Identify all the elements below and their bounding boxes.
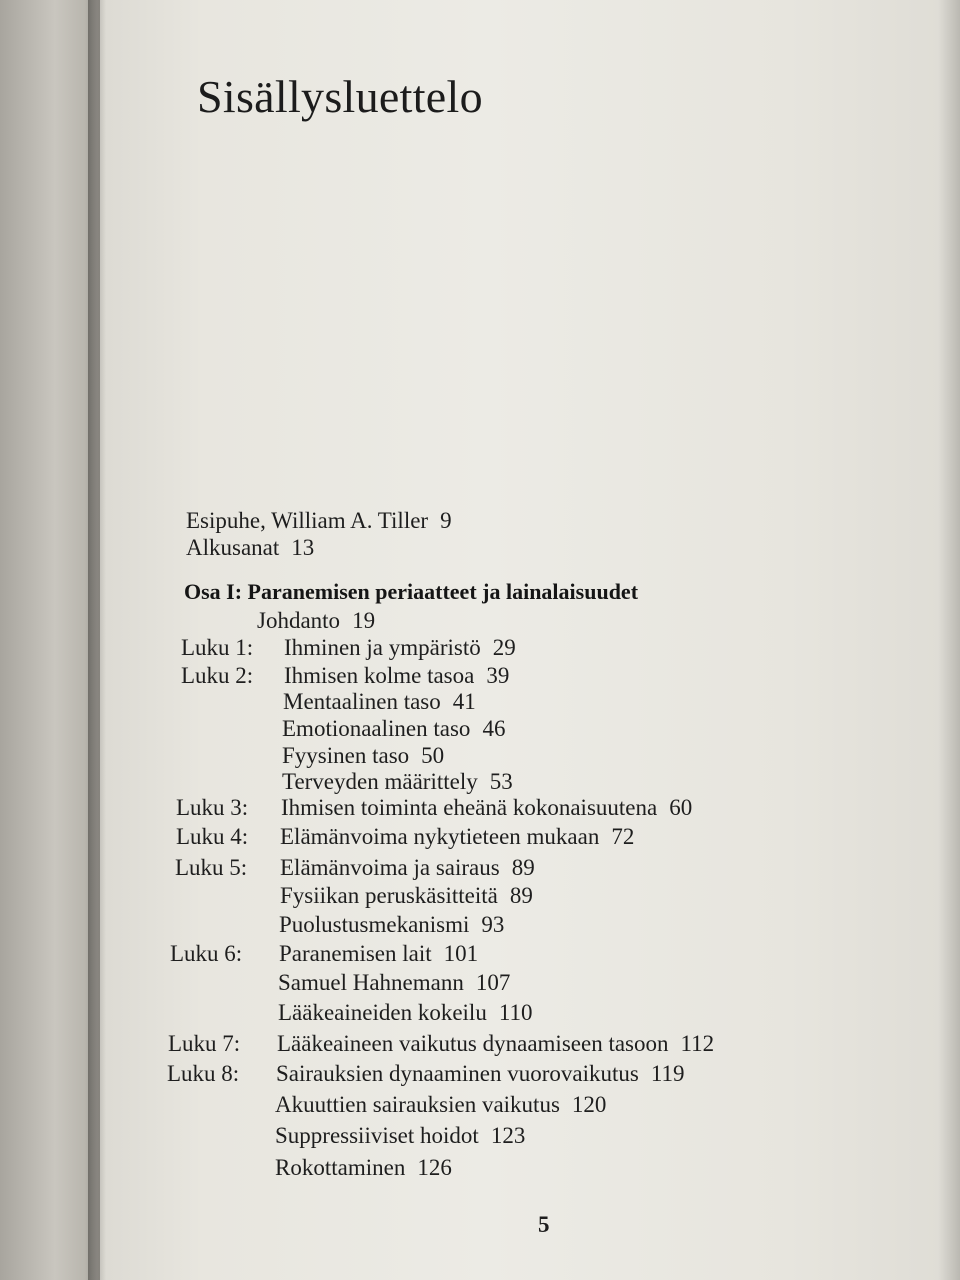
chapter-label: Luku 2: xyxy=(181,663,254,688)
toc-entry-text: Akuuttien sairauksien vaikutus xyxy=(275,1092,560,1117)
book-page xyxy=(100,0,960,1280)
toc-entry xyxy=(186,509,452,532)
toc-entry-text: Ihmisen toiminta eheänä kokonaisuutena xyxy=(281,795,658,820)
book-gutter-shadow xyxy=(88,0,106,1280)
toc-entry-page: 41 xyxy=(452,689,476,714)
chapter-label: Luku 3: xyxy=(176,795,249,820)
toc-entry xyxy=(277,1032,714,1055)
toc-entry-page: 112 xyxy=(680,1031,715,1056)
toc-entry-text: Elämänvoima ja sairaus xyxy=(280,855,500,880)
toc-entry xyxy=(281,796,692,819)
chapter-label: Luku 7: xyxy=(168,1031,241,1056)
toc-entry xyxy=(275,1156,452,1179)
toc-entry xyxy=(186,536,314,559)
toc-entry-page: 39 xyxy=(486,663,510,688)
chapter-label: Luku 6: xyxy=(170,941,243,966)
toc-entry-text: Ihmisen kolme tasoa xyxy=(284,663,475,688)
toc-entry-page: 93 xyxy=(481,912,505,937)
toc-entry-page: 120 xyxy=(571,1092,607,1117)
page-number: 5 xyxy=(538,1212,550,1237)
toc-entry-page: 89 xyxy=(509,883,533,908)
toc-entry-text: Suppressiiviset hoidot xyxy=(275,1123,479,1148)
chapter-label: Luku 8: xyxy=(167,1061,240,1086)
toc-entry-text: Fysiikan peruskäsitteitä xyxy=(280,883,498,908)
toc-entry-text: Rokottaminen xyxy=(275,1155,406,1180)
toc-entry-text: Ihminen ja ympäristö xyxy=(284,635,481,660)
toc-entry-page: 72 xyxy=(611,824,635,849)
toc-entry xyxy=(282,744,444,767)
toc-entry-text: Fyysinen taso xyxy=(282,743,410,768)
toc-entry-page: 29 xyxy=(492,635,516,660)
toc-entry-text: Samuel Hahnemann xyxy=(278,970,464,995)
toc-entry xyxy=(257,609,375,632)
toc-entry xyxy=(280,825,634,848)
chapter-label: Luku 1: xyxy=(181,635,254,660)
toc-entry-text: Lääkeaineen vaikutus dynaamiseen tasoon xyxy=(277,1031,669,1056)
toc-entry-text: Esipuhe, William A. Tiller xyxy=(186,508,429,533)
toc-entry-text: Alkusanat xyxy=(186,535,280,560)
page-title: Sisällysluettelo xyxy=(197,71,483,122)
toc-entry-text: Johdanto xyxy=(257,608,341,633)
toc-entry xyxy=(280,884,533,907)
toc-entry-text: Elämänvoima nykytieteen mukaan xyxy=(280,824,600,849)
toc-entry xyxy=(279,913,504,936)
toc-entry-text: Lääkeaineiden kokeilu xyxy=(278,1000,487,1025)
toc-entry-page: 107 xyxy=(475,970,511,995)
toc-entry-page: 46 xyxy=(482,716,506,741)
toc-entry xyxy=(275,1093,606,1116)
chapter-label: Luku 5: xyxy=(175,855,248,880)
toc-entry xyxy=(283,690,476,713)
toc-entry-text: Paranemisen lait xyxy=(279,941,432,966)
toc-entry-page: 13 xyxy=(291,535,315,560)
toc-entry-text: Emotionaalinen taso xyxy=(282,716,471,741)
chapter-label: Luku 4: xyxy=(176,824,249,849)
toc-entry-page: 53 xyxy=(489,769,513,794)
page-shadow xyxy=(938,0,960,1280)
toc-entry xyxy=(284,664,509,687)
toc-entry xyxy=(280,856,535,879)
toc-entry-page: 119 xyxy=(650,1061,685,1086)
toc-entry-page: 101 xyxy=(443,941,479,966)
toc-entry-text: Puolustusmekanismi xyxy=(279,912,470,937)
toc-entry-page: 110 xyxy=(498,1000,533,1025)
toc-entry-page: 19 xyxy=(352,608,376,633)
left-page-edge xyxy=(0,0,100,1280)
toc-entry-page: 89 xyxy=(511,855,535,880)
toc-entry-page: 60 xyxy=(669,795,693,820)
toc-entry xyxy=(279,942,478,965)
toc-entry-page: 9 xyxy=(440,508,452,533)
toc-entry-text: Mentaalinen taso xyxy=(283,689,441,714)
toc-entry-page: 50 xyxy=(421,743,445,768)
part-heading: Osa I: Paranemisen periaatteet ja lainalaisuudet xyxy=(184,579,639,604)
toc-entry xyxy=(282,717,505,740)
toc-entry xyxy=(275,1124,525,1147)
toc-entry xyxy=(282,770,513,793)
toc-entry xyxy=(278,1001,532,1024)
toc-entry-page: 126 xyxy=(417,1155,452,1180)
toc-entry-text: Sairauksien dynaaminen vuorovaikutus xyxy=(276,1061,639,1086)
toc-entry-text: Terveyden määrittely xyxy=(282,769,478,794)
toc-entry xyxy=(278,971,510,994)
toc-entry xyxy=(276,1062,684,1085)
toc-entry xyxy=(284,636,516,659)
toc-entry-page: 123 xyxy=(490,1123,526,1148)
